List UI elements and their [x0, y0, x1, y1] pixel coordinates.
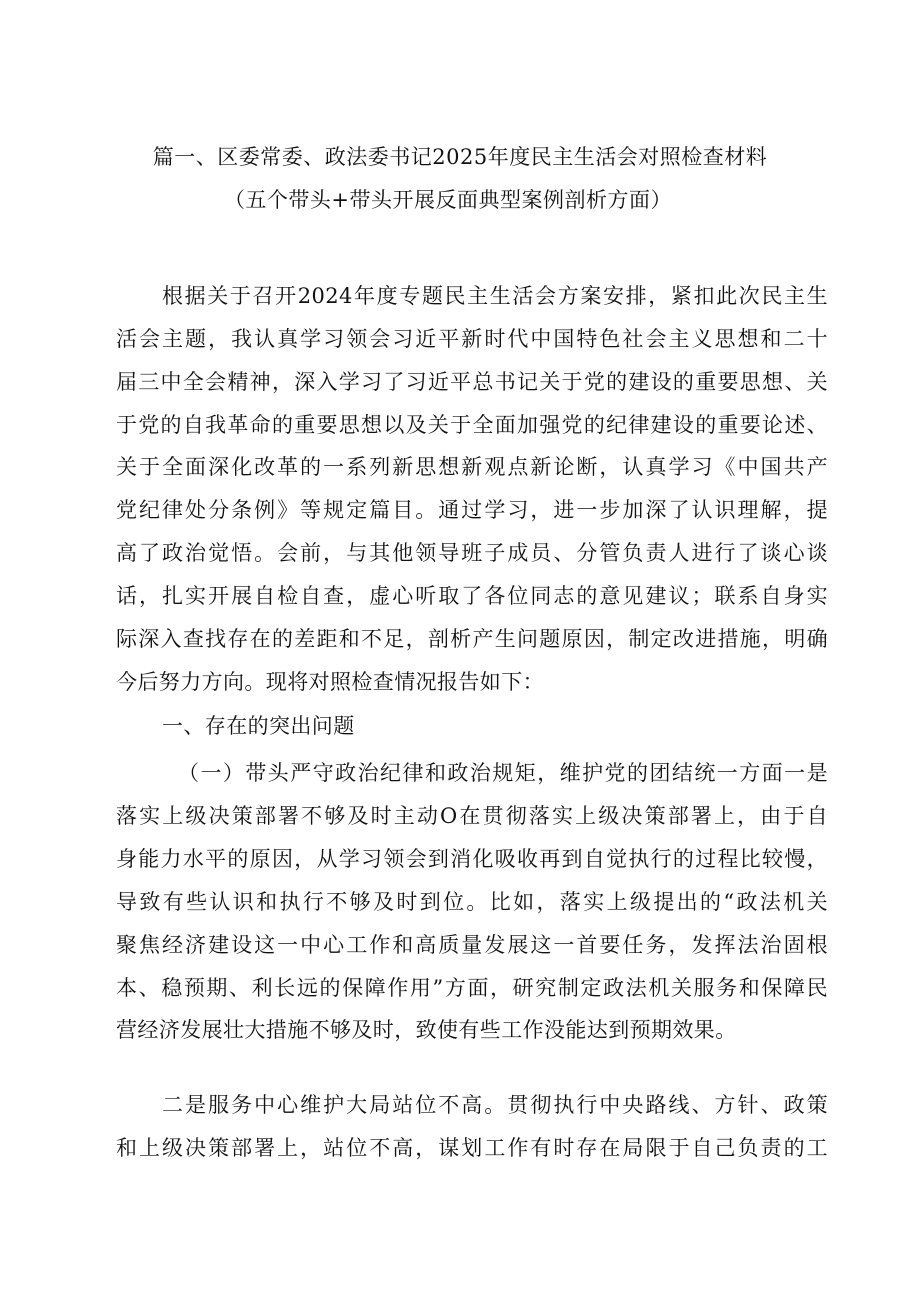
- subsection-line: 营经济发展壮大措施不够及时，致使有些工作没能达到预期效果。: [116, 1018, 737, 1042]
- document-title: 篇一、区委常委、政法委书记2025年度民主生活会对照检查材料: [152, 145, 768, 169]
- subsection-line: 落实上级决策部署不够及时主动O在贯彻落实上级决策部署上，由于自: [116, 804, 828, 828]
- intro-line: 际深入查找存在的差距和不足，剖析产生问题原因，制定改进措施，明确: [116, 627, 828, 651]
- subsection-line: 本、稳预期、利长远的保障作用”方面，研究制定政法机关服务和保障民: [116, 976, 828, 1000]
- subsection-line: （一）带头严守政治纪律和政治规矩，维护党的团结统一方面一是: [178, 761, 828, 785]
- subsection-line: 聚焦经济建设这一中心工作和高质量发展这一首要任务，发挥法治固根: [116, 933, 828, 957]
- intro-line: 话，扎实开展自检自查，虚心听取了各位同志的意见建议；联系自身实: [116, 584, 828, 608]
- intro-line: 高了政治觉悟。会前，与其他领导班子成员、分管负责人进行了谈心谈: [116, 541, 828, 565]
- intro-line: 今后努力方向。现将对照检查情况报告如下：: [116, 670, 544, 694]
- intro-line: 于党的自我革命的重要思想以及关于全面加强党的纪律建设的重要论述、: [116, 413, 828, 437]
- intro-line: 关于全面深化改革的一系列新思想新观点新论断，认真学习《中国共产: [116, 455, 828, 479]
- intro-line: 党纪律处分条例》等规定篇目。通过学习，进一步加深了认识理解，提: [116, 498, 828, 522]
- subsection-line: 身能力水平的原因，从学习领会到消化吸收再到自觉执行的过程比较慢，: [116, 847, 828, 871]
- document-subtitle: （五个带头+带头开展反面典型案例剖析方面）: [223, 188, 673, 212]
- intro-line: 届三中全会精神，深入学习了习近平总书记关于党的建设的重要思想、关: [116, 370, 828, 394]
- point-line: 二是服务中心维护大局站位不高。贯彻执行中央路线、方针、政策: [162, 1093, 828, 1117]
- subsection-line: 导致有些认识和执行不够及时到位。比如，落实上级提出的“政法机关: [116, 890, 828, 914]
- intro-line: 活会主题，我认真学习领会习近平新时代中国特色社会主义思想和二十: [116, 327, 828, 351]
- point-line: 和上级决策部署上，站位不高，谋划工作有时存在局限于自己负责的工: [116, 1136, 828, 1160]
- section-heading: 一、存在的突出问题: [162, 714, 355, 738]
- intro-line: 根据关于召开2024年度专题民主生活会方案安排，紧扣此次民主生: [162, 284, 828, 308]
